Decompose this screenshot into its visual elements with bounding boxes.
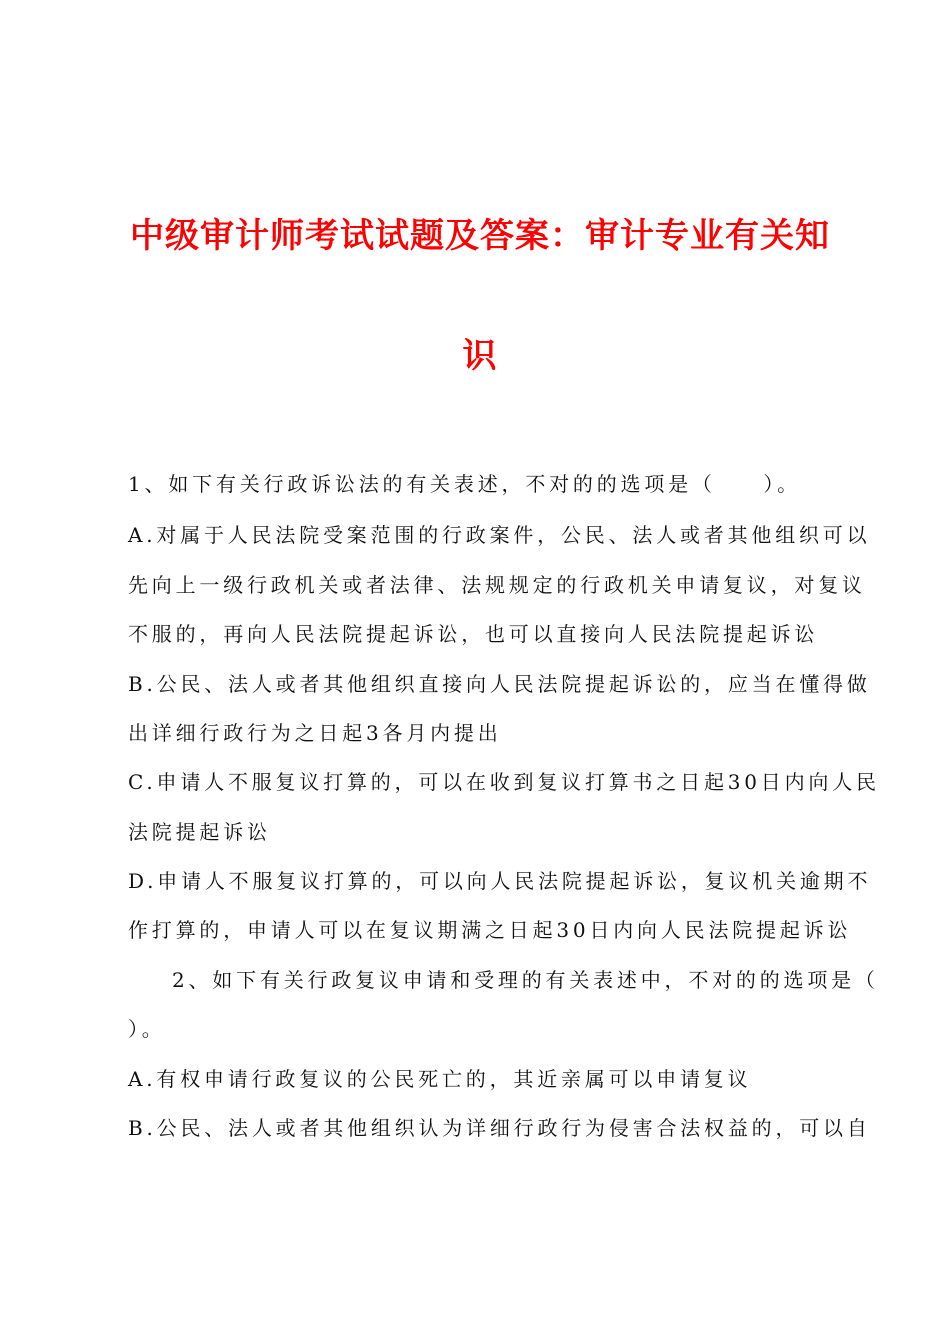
document-title-line-2: 识 [462, 336, 498, 376]
question-1-option-b-cont: 出详细行政行为之日起3各月内提出 [128, 721, 502, 745]
question-1-option-a: A.对属于人民法院受案范围的行政案件，公民、法人或者其他组织可以 [128, 523, 871, 547]
question-2-stem: 2、如下有关行政复议申请和受理的有关表述中，不对的的选项是（ [172, 968, 879, 992]
document-title-line-1: 中级审计师考试试题及答案：审计专业有关知 [130, 216, 830, 256]
question-2-option-b: B.公民、法人或者其他组织认为详细行政行为侵害合法权益的，可以自 [128, 1116, 871, 1140]
question-1-option-a-cont: 先向上一级行政机关或者法律、法规规定的行政机关申请复议，对复议 [128, 573, 866, 597]
question-1-option-b: B.公民、法人或者其他组织直接向人民法院提起诉讼的，应当在懂得做 [128, 672, 871, 696]
question-1-stem: 1、如下有关行政诉讼法的有关表述，不对的的选项是（ ）。 [128, 472, 801, 496]
question-2-option-a: A.有权申请行政复议的公民死亡的，其近亲属可以申请复议 [128, 1067, 752, 1091]
question-1-option-d-cont: 作打算的，申请人可以在复议期满之日起30日内向人民法院提起诉讼 [128, 918, 852, 942]
question-1-option-a-cont: 不服的，再向人民法院提起诉讼，也可以直接向人民法院提起诉讼 [128, 622, 819, 646]
question-1-option-c-cont: 法院提起诉讼 [128, 820, 271, 844]
question-1-option-d: D.申请人不服复议打算的，可以向人民法院提起诉讼，复议机关逾期不 [128, 869, 872, 893]
question-1-option-c: C.申请人不服复议打算的，可以在收到复议打算书之日起30日内向人民 [128, 770, 880, 794]
question-2-stem-cont: ）。 [128, 1017, 166, 1041]
